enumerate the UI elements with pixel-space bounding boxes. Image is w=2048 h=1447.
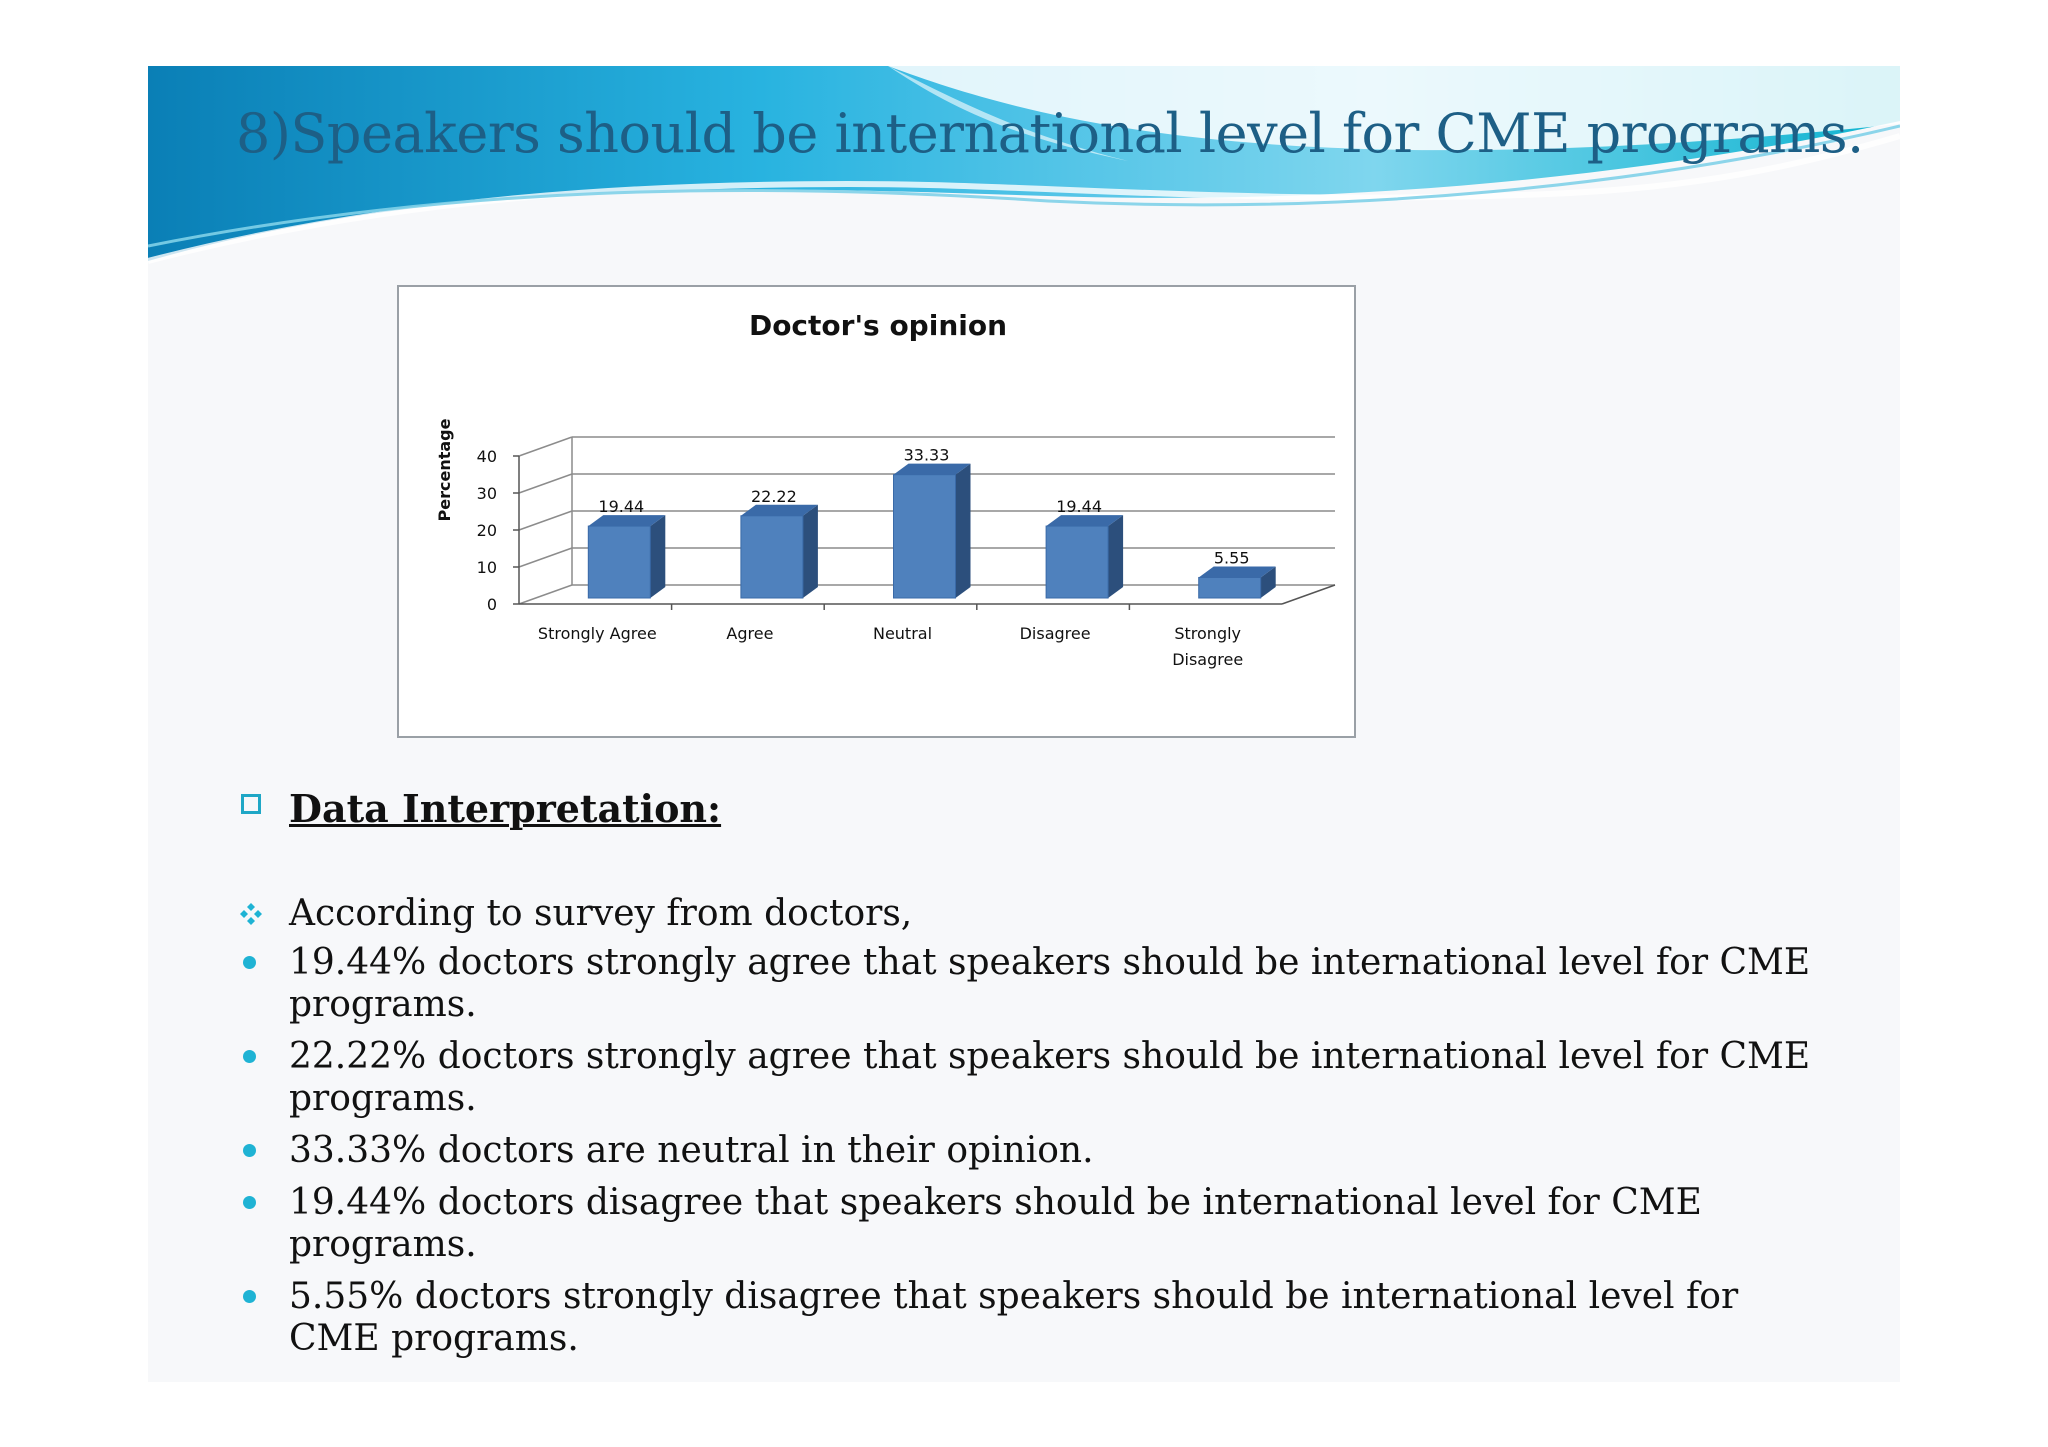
bar: [588, 526, 650, 598]
interpretation-bullets: [239, 942, 1839, 1360]
list-item-text: 5.55% doctors strongly disagree that speakers should be international level for CME programs.: [289, 1276, 1739, 1359]
gridline-side: [519, 548, 572, 567]
bullet-dot-icon: [243, 956, 256, 969]
list-item-text: 19.44% doctors disagree that speakers should be international level for CME programs.: [289, 1182, 1702, 1265]
bar: [894, 475, 956, 598]
slide-title: 8)Speakers should be international level for CME programs.: [236, 102, 1864, 165]
four-diamond-icon: [239, 902, 263, 926]
data-interpretation: [239, 786, 1839, 1370]
chart-container: [397, 285, 1356, 738]
y-tick-label: 40: [476, 447, 497, 466]
bar: [1199, 577, 1261, 598]
bullet-dot-icon: [243, 1290, 256, 1303]
list-item-text: 33.33% doctors are neutral in their opinion.: [289, 1130, 1094, 1171]
bar-side: [803, 505, 818, 598]
interpretation-heading: Data Interpretation:: [289, 786, 722, 831]
interpretation-heading-row: [239, 786, 1839, 836]
slide: [148, 66, 1900, 1382]
x-tick-label: Disagree: [1019, 624, 1091, 643]
data-label: 5.55: [1213, 548, 1250, 568]
list-item: [239, 1130, 1839, 1172]
data-label: 19.44: [598, 497, 645, 517]
list-item-text: 22.22% doctors strongly agree that speakers should be international level for CME programs.: [289, 1036, 1811, 1119]
x-tick-label: Strongly Agree: [537, 624, 657, 643]
bar-side: [650, 515, 665, 598]
gridline-side: [519, 474, 572, 493]
bullet-dot-icon: [243, 1050, 256, 1063]
y-axis-label: Percentage: [435, 418, 454, 522]
chart-plot-area: [477, 437, 1335, 669]
list-item: [239, 1182, 1839, 1266]
list-item-text: 19.44% doctors strongly agree that speakers should be international level for CME programs.: [289, 942, 1811, 1025]
list-item: [239, 942, 1839, 1026]
bullet-dot-icon: [243, 1144, 256, 1157]
y-tick-label: 0: [486, 595, 497, 614]
data-label: 22.22: [750, 486, 797, 506]
x-tick-label: Strongly Disagree: [1172, 624, 1244, 669]
bar: [741, 516, 803, 598]
x-tick-label: Neutral: [872, 624, 933, 643]
bar: [1046, 526, 1108, 598]
data-label: 33.33: [903, 445, 950, 465]
header-wave-banner: [148, 66, 1900, 276]
chart-title: Doctor's opinion: [748, 309, 1008, 342]
interpretation-intro-row: [239, 892, 1839, 936]
bar-chart: [399, 287, 1358, 740]
x-tick-label: Agree: [726, 624, 774, 643]
data-label: 19.44: [1056, 497, 1103, 517]
bullet-dot-icon: [243, 1196, 256, 1209]
bar-side: [1108, 515, 1123, 598]
bar-side: [956, 464, 971, 598]
interpretation-intro: According to survey from doctors,: [289, 893, 913, 934]
floor-edge: [1282, 585, 1335, 604]
y-tick-label: 20: [476, 521, 497, 540]
gridline-side: [519, 511, 572, 530]
y-tick-label: 30: [476, 484, 497, 503]
y-tick-label: 10: [476, 558, 497, 577]
list-item: [239, 1276, 1839, 1360]
list-item: [239, 1036, 1839, 1120]
checkbox-square-icon: [241, 794, 261, 814]
gridline-side: [519, 585, 572, 604]
gridline-side: [519, 437, 572, 456]
